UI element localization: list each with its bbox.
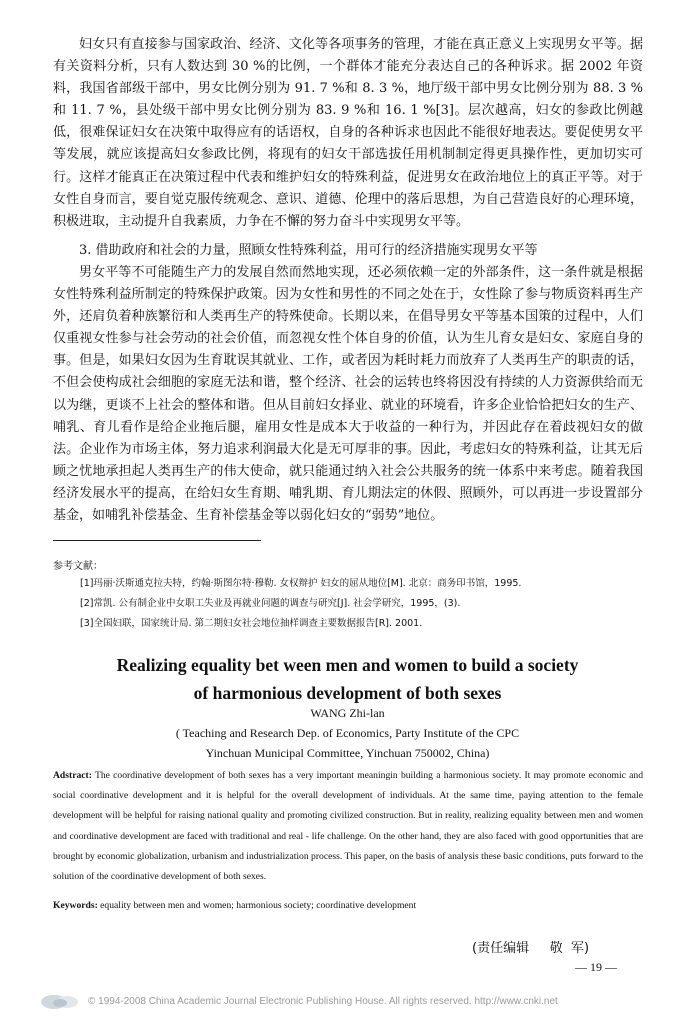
english-title-line-2: of harmonious development of both sexes	[193, 683, 502, 703]
keywords	[53, 898, 643, 914]
page-number: — 19 —	[575, 960, 617, 974]
keywords-label: Keywords:	[53, 900, 98, 911]
responsible-editor: (责任编辑 敬 军)	[472, 941, 590, 956]
footnote-divider	[53, 540, 261, 541]
publisher-logo-icon	[40, 993, 82, 1011]
english-title-line-1: Realizing equality bet ween men and women to build a society	[116, 655, 579, 675]
english-abstract	[53, 766, 643, 887]
page-footer	[40, 990, 660, 1016]
body-paragraph-2: 男女平等不可能随生产力的发展自然而然地实现，还必须依赖一定的外部条件，这一条件就是根据女性特殊利益所制定的特殊保护政策。因为女性和男性的不同之处在于，女性除了参与物质资料再生产外，还肩负着种族繁衍和人类再生产的特殊使命。长期以来，在倡导男女平等基本国策的过程中，人们仅重视女性参与社会劳动的社会价值，而忽视女性个体自身的价值，认为生儿育女是妇女、家庭自身的事。但是，如果妇女因为生育耽误其就业、工作，或者因为耗时耗力而放弃了人类再生产的职责的话，不但会使构成社会细胞的家庭无法和谐，整个经济、社会的运转也终将因没有持续的人力资源供给而无以为继，更谈不上社会的整体和谐。但从目前妇女择业、就业的环境看，许多企业恰恰把妇女的生产、哺乳、育儿看作是给企业拖后腿，雇用女性是成本大于收益的一种行为，并因此存在着歧视妇女的做法。企业作为市场主体，努力追求利润最大化是无可厚非的事。因此，考虑妇女的特殊利益，让其无后顾之忧地承担起人类再生产的伟大使命，就只能通过纳入社会公共服务的统一体系中来考虑。随着我国经济发展水平的提高，在给妇女生育期、哺乳期、育儿期法定的休假、照顾外，可以再进一步设置部分基金，如哺乳补偿基金、生育补偿基金等以弱化妇女的“弱势”地位。	[53, 265, 643, 524]
reference-item-2: [2]常凯. 公有制企业中女职工失业及再就业问题的调查与研究[J]. 社会学研究，1995，(3).	[80, 598, 461, 609]
abstract-text: The coordinative development of both sexes has a very important meaningin building a harmonious society. It may promote economic and social coordinative development and it is helpful for the overall development of individuals. At the same time, paying attention to the female development will be helpful for raising national quality and promoting civilized construction. But in reality, realizing equality between men and women and coordinative development are faced with traditional and real - life challenge. On the other hand, they are also faced with good opportunities that are brought by economic globalization, urbanism and industrialization process. This paper, on the basis of analysis these basic conditions, puts forward to the solution of the coordinative development of both sexes.	[53, 770, 643, 883]
reference-item-1: [1]玛丽·沃斯通克拉夫特，约翰·斯图尔特·穆勒. 女权辩护 妇女的屈从地位[M]. 北京：商务印书馆，1995.	[80, 578, 522, 589]
references-heading: 参考文献：	[53, 561, 103, 572]
affiliation-line-2: Yinchuan Municipal Committee, Yinchuan 750002, China)	[205, 746, 490, 760]
reference-item-3: [3]全国妇联，国家统计局. 第二期妇女社会地位抽样调查主要数据报告[R]. 2001.	[80, 618, 423, 629]
affiliation-line-1: ( Teaching and Research Dep. of Economics, Party Institute of the CPC	[175, 726, 520, 740]
section-heading-3: 3. 借助政府和社会的力量，照顾女性特殊利益，用可行的经济措施实现男女平等	[79, 243, 538, 258]
keywords-text: equality between men and women; harmonious society; coordinative development	[97, 900, 417, 911]
copyright-notice: © 1994-2008 China Academic Journal Electronic Publishing House. All rights reserved. http://www.cnki.net	[88, 996, 558, 1007]
reference-list	[80, 574, 670, 634]
abstract-label: Adstract:	[53, 770, 92, 781]
body-paragraph-1: 妇女只有直接参与国家政治、经济、文化等各项事务的管理，才能在真正意义上实现男女平等。据有关资料分析，只有人数达到 30 %的比例，一个群体才能充分表达自己的各种诉求。据 2002 年资料，我国省部级干部中，男女比例分别为 91. 7 %和 8. 3 %，地厅级干部中男女比例分别为 88. 3 %和 11. 7 %，县处级干部中男女比例分别为 83. 9 %和 16. 1 %[3]。层次越高，妇女的参政比例越低，很难保证妇女在决策中取得应有的话语权，自身的各种诉求也因此不能很好地表达。要促使男女平等发展，就应该提高妇女参政比例，将现有的妇女干部选拔任用机制制定得更具操作性，更加切实可行。这样才能真正在决策过程中代表和维护妇女的特殊利益，促进男女在政治地位上的真正平等。对于女性自身而言，要自觉克服传统观念、意识、道德、伦理中的落后思想，为自己营造良好的心理环境，积极进取，主动提升自我素质，力争在不懈的努力奋斗中实现男女平等。	[53, 37, 643, 229]
author-name: WANG Zhi-lan	[310, 706, 385, 720]
